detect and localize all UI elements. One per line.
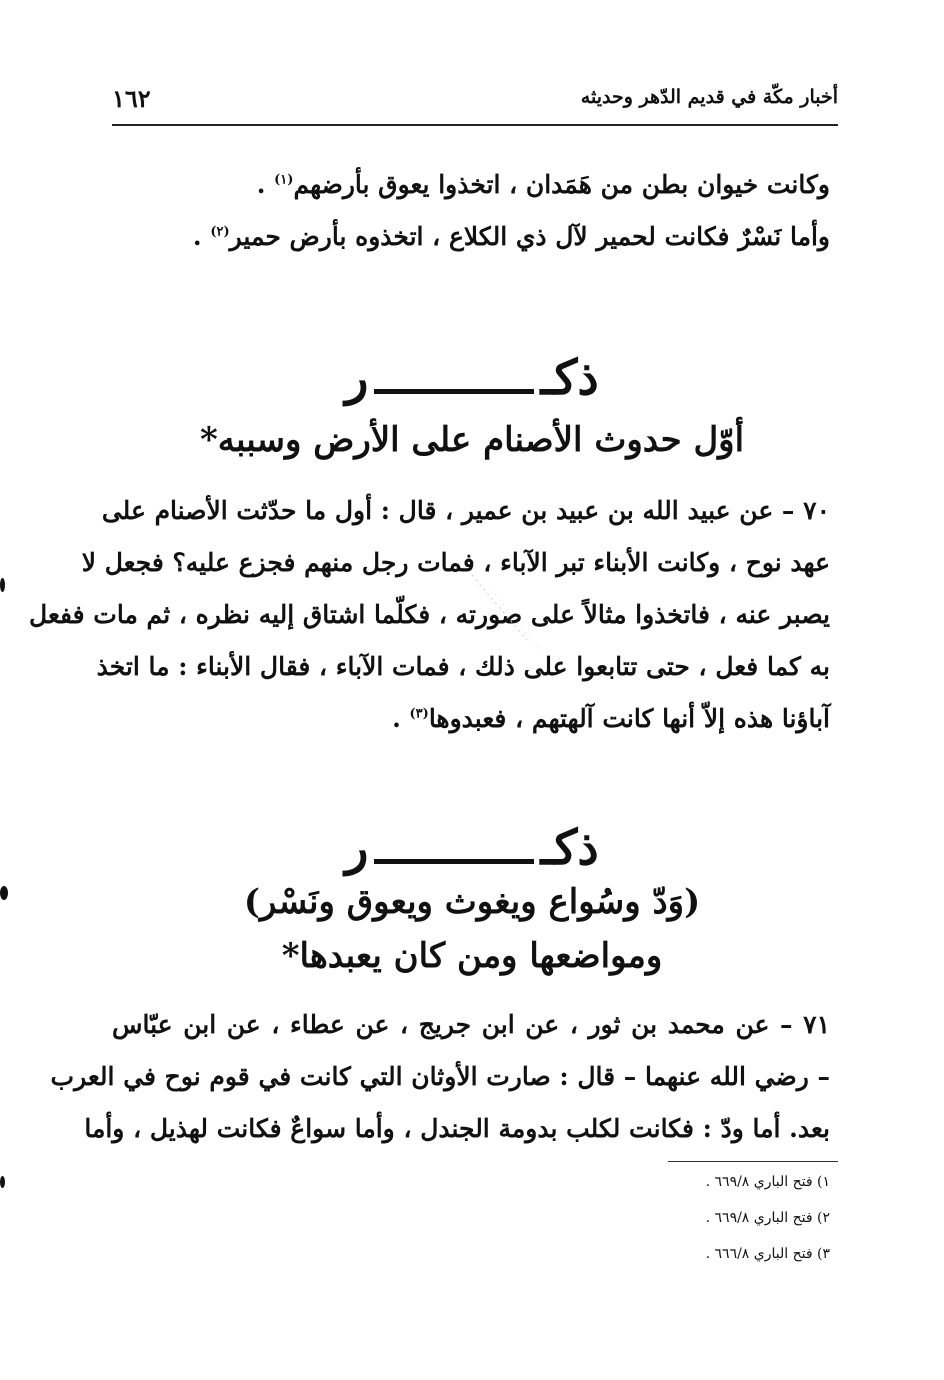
section-2-zikr-ornament <box>0 818 944 878</box>
section-1-heading: أوّل حدوث الأصنام على الأرض وسببه* <box>199 420 745 460</box>
zikr-2-dhal: ذ <box>577 820 599 876</box>
section-1-line-5-text: آباؤنا هذه إلاّ أنها كانت آلهتهم ، فعبدوها <box>428 704 830 733</box>
section-2-heading-2: ومواضعها ومن كان يعبدها* <box>281 936 663 976</box>
zikr-2-ra: ر <box>345 820 369 876</box>
paper-specks <box>432 570 552 660</box>
footnote-1: ١) فتح الباري ٦٦٩/٨ . <box>705 1174 830 1190</box>
header-title: أخبار مكّة في قديم الدّهر وحديثه <box>580 86 838 108</box>
footnote-2: ٢) فتح الباري ٦٦٩/٨ . <box>705 1210 830 1226</box>
page-number: ١٦٢ <box>112 84 151 113</box>
zikr-1-kashida <box>374 369 534 394</box>
scan-mark-3 <box>0 1176 5 1188</box>
footnote-ref-3: (٣) <box>409 706 429 722</box>
header-rule <box>112 124 838 126</box>
intro-line-2-text: وأما نَسْرٌ فكانت لحمير لآل ذي الكلاع ، اتخذوه بأرض حمير <box>229 222 830 251</box>
section-2-line-2: – رضي الله عنهما – قال : صارت الأوثان التي كانت في قوم نوح في العرب <box>50 1062 830 1091</box>
scan-mark-2 <box>0 886 8 900</box>
zikr-1-dhal: ذ <box>577 350 599 406</box>
section-2-line-3: بعد. أما ودّ : فكانت لكلب بدومة الجندل ، وأما سواعٌ فكانت لهذيل ، وأما <box>84 1114 830 1143</box>
running-header <box>112 86 838 120</box>
section-1-zikr-ornament <box>0 348 944 408</box>
intro-line-2-end: . <box>192 222 211 251</box>
section-2-heading-1: (وَدّ وسُواع ويغوث ويعوق ونَسْر) <box>243 882 701 922</box>
section-1-line-4: به كما فعل ، حتى تتابعوا على ذلك ، فمات الآباء ، فقال الأبناء : ما اتخذ <box>96 652 830 681</box>
footnote-rule <box>668 1161 838 1162</box>
zikr-2-kaf: كـ <box>540 820 578 876</box>
intro-line-2 <box>112 212 830 262</box>
section-1-line-3: يصبر عنه ، فاتخذوا مثالاً على صورته ، فكلّما اشتاق إليه نظره ، ثم مات ففعل <box>29 600 830 629</box>
intro-line-1 <box>112 160 830 210</box>
zikr-2-kashida <box>374 839 534 864</box>
zikr-1-kaf: كـ <box>540 350 578 406</box>
intro-line-1-text: وكانت خيوان بطن من هَمَدان ، اتخذوا يعوق بأرضهم <box>293 170 830 199</box>
zikr-1-ra: ر <box>345 350 369 406</box>
footnote-ref-2: (٢) <box>210 224 230 240</box>
section-1-line-5 <box>112 694 830 744</box>
section-1-line-5-end: . <box>392 704 410 733</box>
section-2-line-1: ٧١ – عن محمد بن ثور ، عن ابن جريج ، عن عطاء ، عن ابن عبّاس <box>112 1010 830 1039</box>
footnote-3: ٣) فتح الباري ٦٦٦/٨ . <box>705 1246 830 1262</box>
intro-line-1-end: . <box>256 170 275 199</box>
footnote-ref-1: (١) <box>274 172 294 188</box>
section-1-line-1: ٧٠ – عن عبيد الله بن عبيد بن عمير ، قال : أول ما حدّثت الأصنام على <box>101 496 830 525</box>
section-1-line-2: عهد نوح ، وكانت الأبناء تبر الآباء ، فمات رجل منهم فجزع عليه؟ فجعل لا <box>81 548 830 577</box>
scan-mark-1 <box>0 578 5 592</box>
